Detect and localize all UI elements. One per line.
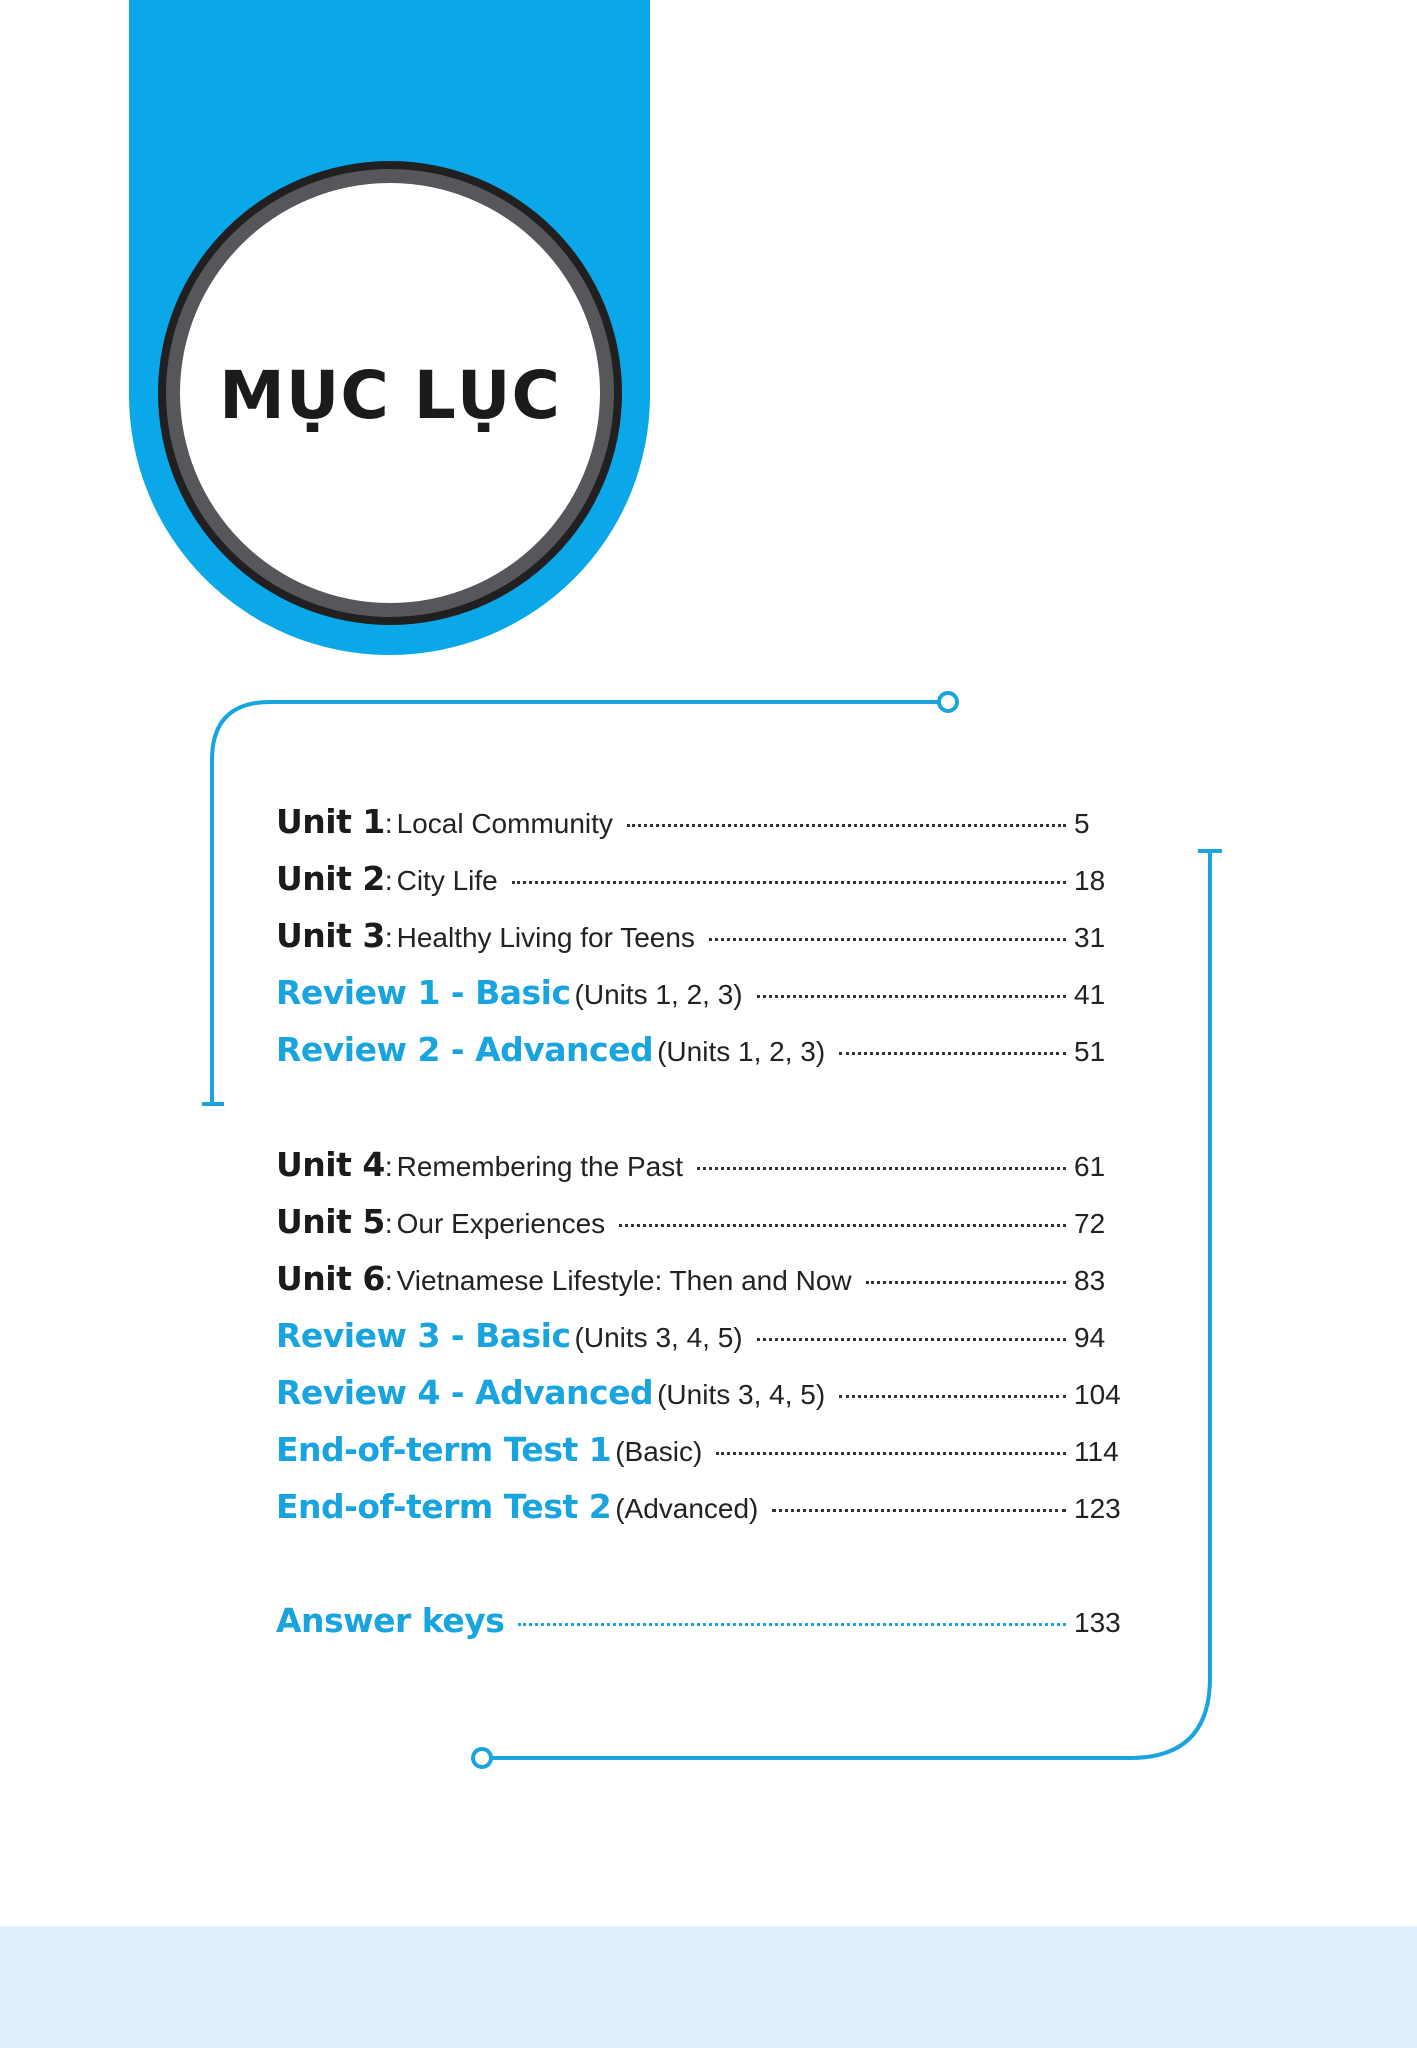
toc-entry-heading: Unit 5 [276, 1202, 385, 1241]
toc-entry-subtitle: Healthy Living for Teens [396, 922, 695, 953]
toc-entry-heading: Review 2 - Advanced [276, 1030, 654, 1069]
toc-entry-page-number: 72 [1074, 1208, 1106, 1239]
toc-entry[interactable] [276, 916, 1136, 964]
toc-entry-heading: Review 1 - Basic [276, 973, 571, 1012]
toc-entry-heading: Answer keys [276, 1601, 505, 1640]
toc-entry[interactable] [276, 1259, 1136, 1307]
toc-entry-page-number: 83 [1074, 1265, 1106, 1296]
toc-entry-heading: Unit 1 [276, 802, 385, 841]
toc-entry-leader-dots [716, 1452, 1066, 1455]
toc-entry-heading: Unit 3 [276, 916, 385, 955]
toc-entry-subtitle: Vietnamese Lifestyle: Then and Now [396, 1265, 852, 1296]
toc-entry-heading: Review 4 - Advanced [276, 1373, 654, 1412]
toc-entry-page-number: 51 [1074, 1036, 1106, 1067]
toc-entry-leader-dots [512, 881, 1066, 884]
toc-entry-separator: : [384, 1265, 393, 1296]
toc-entry-leader-dots [772, 1509, 1066, 1512]
toc-entry-page-number: 61 [1074, 1151, 1106, 1182]
toc-entry-leader-dots [839, 1052, 1066, 1055]
toc-entry-heading: Unit 2 [276, 859, 385, 898]
toc-entry-page-number: 123 [1074, 1493, 1121, 1524]
toc-entry-separator: : [384, 865, 393, 896]
toc-entry-subtitle: Remembering the Past [396, 1151, 683, 1182]
toc-entry[interactable] [276, 1430, 1136, 1478]
toc-entry-page-number: 5 [1074, 808, 1090, 839]
toc-entry-leader-dots [697, 1167, 1066, 1170]
toc-entry[interactable] [276, 1202, 1136, 1250]
toc-entry-subtitle: Our Experiences [396, 1208, 606, 1239]
toc-entry-leader-dots [619, 1224, 1066, 1227]
toc-entry-subtitle: (Units 1, 2, 3) [657, 1036, 826, 1067]
toc-entry-page-number: 114 [1074, 1436, 1119, 1467]
toc-entry-subtitle: (Basic) [615, 1436, 703, 1467]
toc-entry-subtitle: Local Community [396, 808, 613, 839]
toc-entry-page-number: 133 [1074, 1607, 1121, 1638]
toc-entry-heading: Unit 4 [276, 1145, 385, 1184]
toc-entry[interactable] [276, 1487, 1136, 1535]
toc-entry-page-number: 31 [1074, 922, 1106, 953]
toc-entry-leader-dots [627, 824, 1066, 827]
toc-entry-subtitle: City Life [396, 865, 498, 896]
toc-entry-page-number: 18 [1074, 865, 1106, 896]
toc-entry-heading: Review 3 - Basic [276, 1316, 571, 1355]
toc-entry-leader-dots [866, 1281, 1066, 1284]
toc-entry-heading: End-of-term Test 2 [276, 1487, 612, 1526]
toc-entry-leader-dots [709, 938, 1066, 941]
toc-entry-separator: : [384, 1208, 393, 1239]
toc-entry-heading: Unit 6 [276, 1259, 385, 1298]
toc-entry-subtitle: (Units 3, 4, 5) [574, 1322, 743, 1353]
toc-entry-leader-dots [518, 1623, 1066, 1626]
toc-entry[interactable] [276, 802, 1136, 850]
toc-entry-page-number: 104 [1074, 1379, 1121, 1410]
toc-entry[interactable] [276, 1030, 1136, 1078]
toc-entry-separator: : [384, 808, 393, 839]
toc-entry-subtitle: (Units 3, 4, 5) [657, 1379, 826, 1410]
toc-entry-leader-dots [757, 1338, 1066, 1341]
toc-entry[interactable] [276, 1601, 1136, 1649]
toc-entry-separator: : [384, 1151, 393, 1182]
toc-entry-leader-dots [757, 995, 1066, 998]
toc-entry[interactable] [276, 1145, 1136, 1193]
toc-entry-separator: : [384, 922, 393, 953]
toc-entry[interactable] [276, 1373, 1136, 1421]
toc-entry-leader-dots [839, 1395, 1066, 1398]
toc-entry[interactable] [276, 973, 1136, 1021]
toc-entry-page-number: 41 [1074, 979, 1106, 1010]
toc-entry-subtitle: (Units 1, 2, 3) [574, 979, 743, 1010]
toc-entry[interactable] [276, 859, 1136, 907]
toc-entry-subtitle: (Advanced) [615, 1493, 759, 1524]
toc-entry-page-number: 94 [1074, 1322, 1106, 1353]
toc-entry-heading: End-of-term Test 1 [276, 1430, 612, 1469]
footer-band [0, 1926, 1417, 2048]
page-title: MỤC LỤC [219, 356, 561, 434]
toc-entry[interactable] [276, 1316, 1136, 1364]
